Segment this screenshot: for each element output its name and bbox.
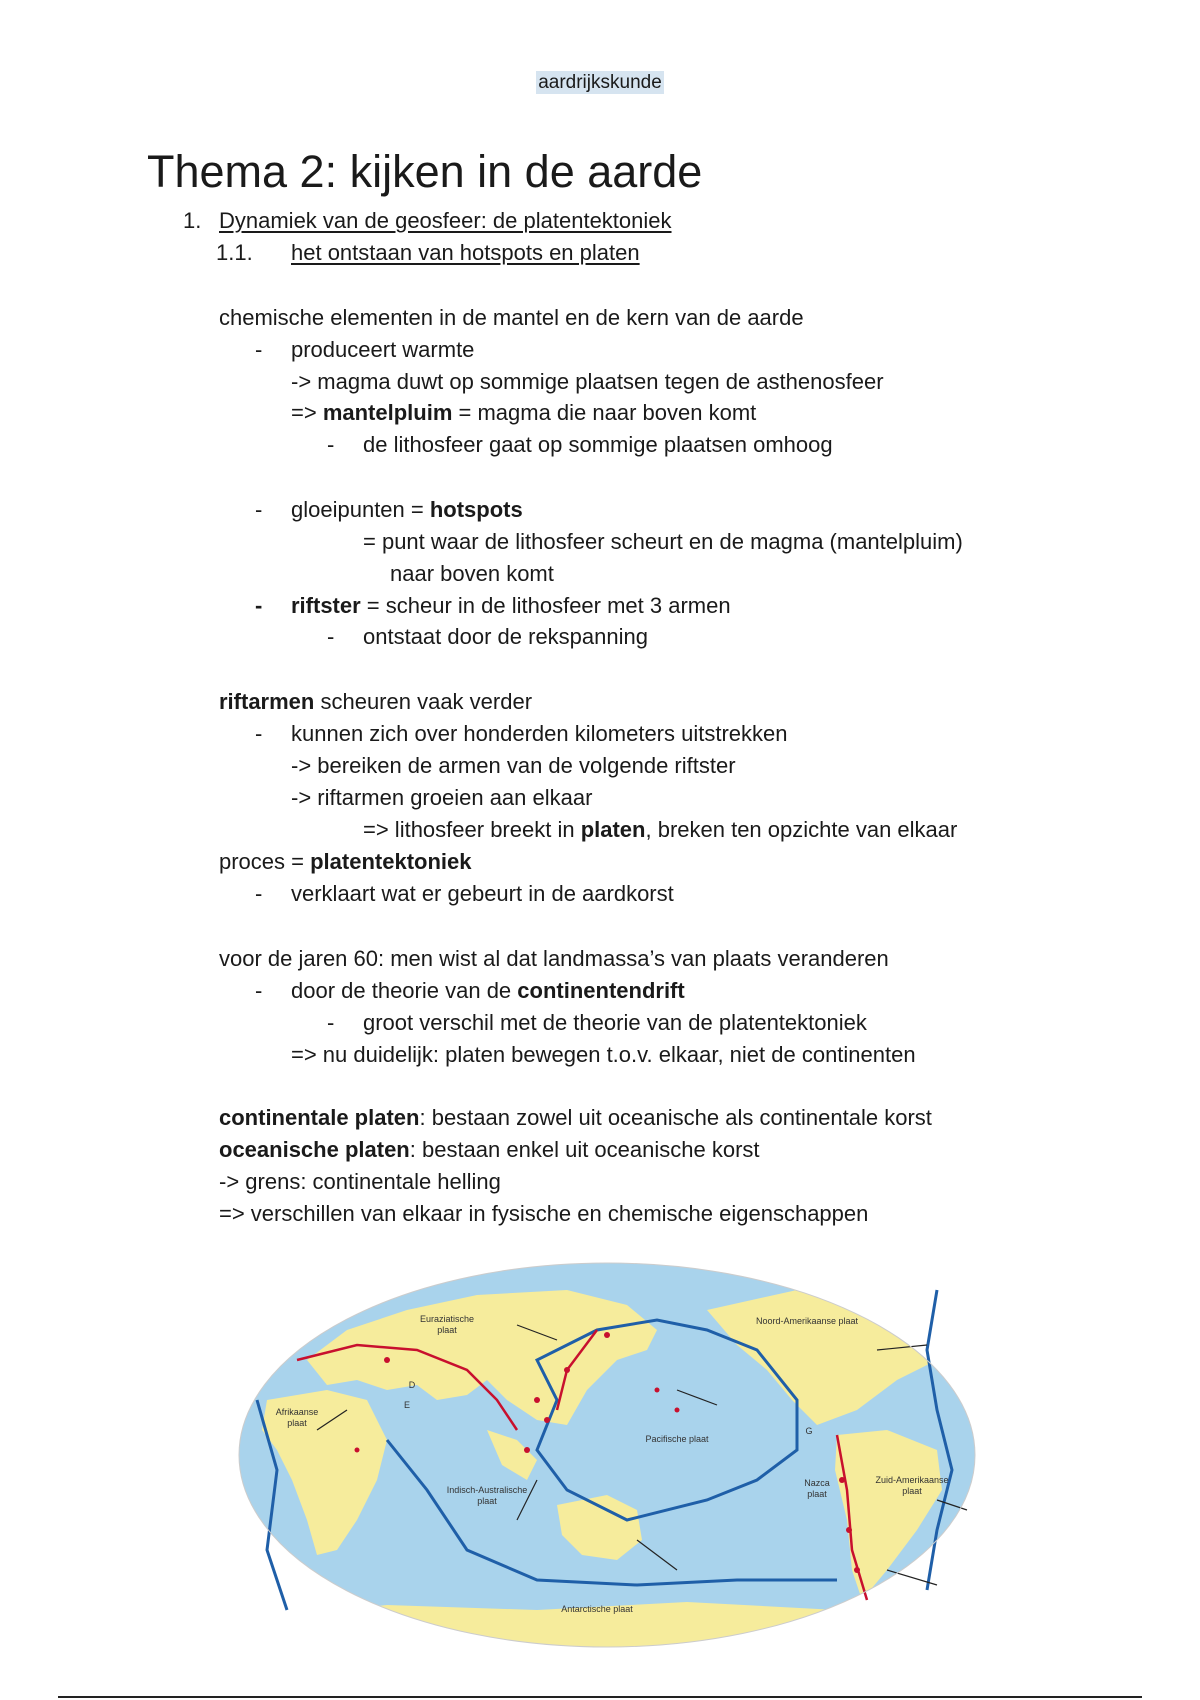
paragraph-proces: [219, 848, 471, 876]
bullet-dash: -: [255, 978, 263, 1003]
bullet-dash: -: [255, 881, 263, 906]
earthquake-dot: [854, 1567, 860, 1573]
term-mantelpluim: mantelpluim: [322, 400, 453, 425]
bullet-dash-bold: -: [255, 593, 263, 618]
text-segment: : bestaan enkel uit oceanische korst: [409, 1137, 760, 1162]
line-nu-duidelijk: => nu duidelijk: platen bewegen t.o.v. elkaar, niet de continenten: [291, 1042, 916, 1067]
paragraph-continentale-platen: [219, 1104, 932, 1132]
plate-tectonics-map: [237, 1250, 977, 1650]
document-header: [0, 72, 1200, 94]
bullet-dash: -: [255, 721, 263, 746]
earthquake-dot: [534, 1397, 540, 1403]
bullet-verklaart: verklaart wat er gebeurt in de aardkorst: [291, 881, 674, 906]
bullet-dash: -: [327, 432, 335, 457]
bullet-produceert-warmte: produceert warmte: [291, 337, 475, 362]
outline-heading-1: Dynamiek van de geosfeer: de platentektoniek: [219, 208, 672, 233]
earthquake-dot: [846, 1527, 852, 1533]
label-nazca-plate-1: Nazca: [804, 1478, 830, 1488]
term-continentendrift: continentendrift: [517, 978, 685, 1003]
line-hotspot-definition: = punt waar de lithosfeer scheurt en de magma (mantelpluim): [363, 529, 963, 554]
header-label: aardrijkskunde: [538, 72, 662, 93]
bullet-dash: -: [255, 497, 263, 522]
earthquake-dot: [384, 1357, 390, 1363]
label-north-american-plate: Noord-Amerikaanse plaat: [755, 1316, 859, 1326]
line-naar-boven: naar boven komt: [390, 561, 554, 586]
line-magma-duwt: -> magma duwt op sommige plaatsen tegen de asthenosfeer: [291, 369, 884, 394]
outline-heading-1-1: het ontstaan van hotspots en platen: [291, 240, 640, 265]
earthquake-dot: [655, 1388, 660, 1393]
text-segment: = scheur in de lithosfeer met 3 armen: [360, 593, 731, 618]
bullet-dash: -: [255, 337, 263, 362]
line-lithosfeer-omhoog: de lithosfeer gaat op sommige plaatsen omhoog: [363, 432, 833, 457]
text-segment: proces =: [219, 849, 311, 874]
page-title: Thema 2: kijken in de aarde: [147, 146, 703, 197]
marker-e: E: [403, 1400, 411, 1410]
term-riftarmen: riftarmen: [219, 689, 315, 714]
marker-d: D: [408, 1380, 416, 1390]
text-segment: => lithosfeer breekt in: [363, 817, 581, 842]
line-mantelpluim: [291, 399, 756, 427]
text-segment: =>: [291, 400, 323, 425]
label-indo-australian-plate-1: Indisch-Australische: [446, 1485, 528, 1495]
label-african-plate-2: plaat: [287, 1418, 307, 1428]
earthquake-dot: [564, 1367, 570, 1373]
bottom-rule: [58, 1696, 1142, 1698]
text-segment: : bestaan zowel uit oceanische als continentale korst: [419, 1105, 932, 1130]
bullet-riftster: [291, 592, 731, 620]
term-hotspots: hotspots: [429, 497, 523, 522]
term-continentale-platen: continentale platen: [219, 1105, 420, 1130]
earthquake-dot: [604, 1332, 610, 1338]
label-pacific-plate: Pacifische plaat: [645, 1434, 709, 1444]
line-bereiken: -> bereiken de armen van de volgende riftster: [291, 753, 736, 778]
paragraph-riftarmen: [219, 688, 532, 716]
paragraph-jaren-60: voor de jaren 60: men wist al dat landmassa’s van plaats veranderen: [219, 946, 889, 971]
label-south-american-plate-1: Zuid-Amerikaanse: [875, 1475, 949, 1485]
label-eurasian-plate-2: plaat: [437, 1325, 457, 1335]
label-antarctic-plate: Antarctische plaat: [561, 1604, 633, 1614]
label-eurasian-plate-1: Euraziatische: [419, 1314, 475, 1324]
earthquake-dot: [355, 1448, 360, 1453]
earthquake-dot: [675, 1408, 680, 1413]
text-segment: scheuren vaak verder: [314, 689, 533, 714]
term-riftster: riftster: [291, 593, 361, 618]
marker-g: G: [805, 1426, 813, 1436]
bullet-gloeipunten: [291, 496, 523, 524]
bullet-continentendrift: [291, 977, 685, 1005]
bullet-dash: -: [327, 624, 335, 649]
line-groeien: -> riftarmen groeien aan elkaar: [291, 785, 593, 810]
text-segment: = magma die naar boven komt: [452, 400, 757, 425]
line-groot-verschil: groot verschil met de theorie van de platentektoniek: [363, 1010, 867, 1035]
outline-number-1: 1.: [183, 208, 202, 233]
line-breekt-in-platen: [363, 816, 957, 844]
outline-number-1-1: 1.1.: [216, 240, 253, 265]
earthquake-dot: [544, 1417, 550, 1423]
text-segment: , breken ten opzichte van elkaar: [645, 817, 958, 842]
term-platen: platen: [580, 817, 646, 842]
line-grens: -> grens: continentale helling: [219, 1169, 501, 1194]
earthquake-dot: [524, 1447, 530, 1453]
bullet-dash: -: [327, 1010, 335, 1035]
line-rekspanning: ontstaat door de rekspanning: [363, 624, 648, 649]
bullet-uitstrekken: kunnen zich over honderden kilometers uitstrekken: [291, 721, 788, 746]
label-african-plate-1: Afrikaanse: [275, 1407, 319, 1417]
label-nazca-plate-2: plaat: [807, 1489, 827, 1499]
term-oceanische-platen: oceanische platen: [219, 1137, 410, 1162]
label-south-american-plate-2: plaat: [902, 1486, 922, 1496]
paragraph-chemische-elementen: chemische elementen in de mantel en de kern van de aarde: [219, 305, 804, 330]
term-platentektoniek: platentektoniek: [310, 849, 472, 874]
label-indo-australian-plate-2: plaat: [477, 1496, 497, 1506]
text-segment: door de theorie van de: [291, 978, 518, 1003]
text-segment: gloeipunten =: [291, 497, 430, 522]
paragraph-oceanische-platen: [219, 1136, 760, 1164]
earthquake-dot: [839, 1477, 845, 1483]
line-verschillen: => verschillen van elkaar in fysische en chemische eigenschappen: [219, 1201, 869, 1226]
